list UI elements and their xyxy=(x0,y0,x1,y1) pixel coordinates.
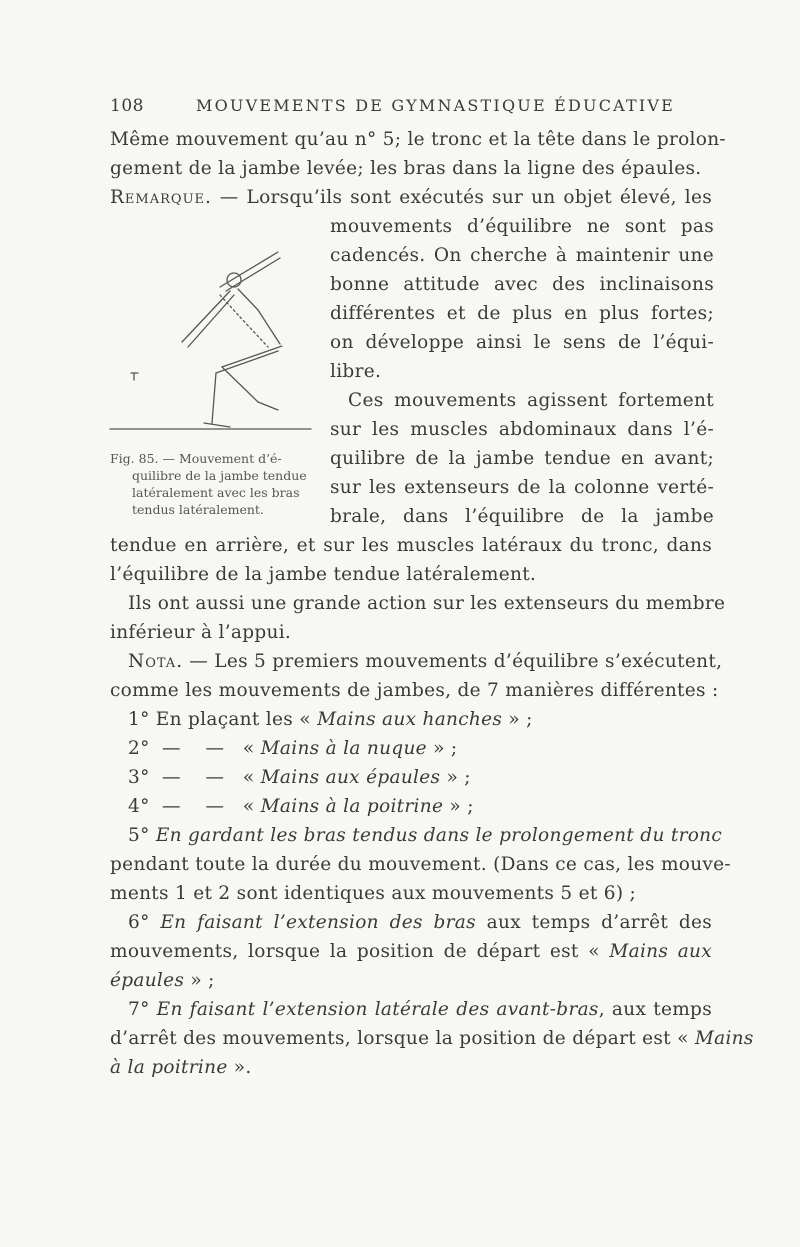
list-item-7 xyxy=(110,999,712,1020)
paragraph3-line1: Ils ont aussi une grande action sur les extenseurs du membre xyxy=(128,593,726,614)
torso-upper xyxy=(238,289,258,310)
paragraph2-line2: sur les muscles abdominaux dans l’é- xyxy=(330,419,714,440)
paragraph2-line4: sur les extenseurs de la colonne verté- xyxy=(330,477,714,498)
list-item-7-line3 xyxy=(110,1057,252,1078)
foot xyxy=(204,423,230,427)
list-item-4-italic: Mains à la poitrine xyxy=(260,796,444,817)
page-header xyxy=(110,96,710,122)
caption-line2: quilibre de la jambe tendue xyxy=(132,468,307,483)
list-item-5-italic: En gardant les bras tendus dans le prolongement du tronc xyxy=(155,825,723,846)
list-item-6-line3-italic: épaules xyxy=(110,970,185,991)
list-item-2-suffix: » ; xyxy=(426,738,458,759)
caption-line1: Fig. 85. — Mouvement d’é- xyxy=(110,451,282,466)
list-item-7-line3-italic: à la poitrine xyxy=(110,1057,228,1078)
list-item-2-italic: Mains à la nuque xyxy=(260,738,427,759)
torso-inner xyxy=(220,295,240,317)
list-item-6-line2 xyxy=(110,941,712,962)
caption-line3: latéralement avec les bras xyxy=(132,485,300,500)
leg-inner xyxy=(240,317,268,347)
list-item-5-line3: ments 1 et 2 sont identiques aux mouvements 5 et 6) ; xyxy=(110,883,637,904)
nota-line1 xyxy=(110,651,723,672)
nota-line2: comme les mouvements de jambes, de 7 manières différentes : xyxy=(110,680,719,701)
list-item-5 xyxy=(110,825,722,846)
list-item-6-prefix: 6° xyxy=(128,912,161,933)
page-number: 108 xyxy=(110,96,144,116)
list-item-3-italic: Mains aux épaules xyxy=(260,767,441,788)
list-item-2 xyxy=(110,738,457,759)
remarque-line1-text: — Lorsqu’ils sont exécutés sur un objet élevé, les xyxy=(211,187,712,208)
list-item-1-italic: Mains aux hanches xyxy=(317,709,503,730)
raised-arm xyxy=(220,252,278,287)
list-item-3 xyxy=(110,767,471,788)
balance-figure-drawing xyxy=(108,247,313,432)
list-item-6-line3 xyxy=(110,970,215,991)
list-item-6-line2-prefix: mouvements, lorsque la position de départ est « xyxy=(110,941,610,962)
remarque-label: Remarque. xyxy=(110,187,212,208)
remarque-line6: on développe ainsi le sens de l’équi- xyxy=(330,332,714,353)
remarque-line7: libre. xyxy=(330,361,382,382)
figure-caption xyxy=(110,450,320,518)
standing-leg-front xyxy=(222,367,258,402)
list-item-7-italic: En faisant l’extension latérale des avant-bras xyxy=(156,999,599,1020)
list-item-6-line2-italic: Mains aux xyxy=(609,941,712,962)
remarque-line2: mouvements d’équilibre ne sont pas xyxy=(330,216,714,237)
raised-leg xyxy=(222,346,282,367)
paragraph2-line6: tendue en arrière, et sur les muscles latéraux du tronc, dans xyxy=(110,535,712,556)
remarque-line4: bonne attitude avec des inclinaisons xyxy=(330,274,714,295)
paragraph2-line1: Ces mouvements agissent fortement xyxy=(348,390,714,411)
list-item-5-line2: pendant toute la durée du mouvement. (Dans ce cas, les mouve- xyxy=(110,854,731,875)
figure-85-illustration xyxy=(108,247,313,432)
list-item-1-prefix: 1° En plaçant les « xyxy=(128,709,318,730)
paragraph1-line1: Même mouvement qu’au n° 5; le tronc et la tête dans le prolon- xyxy=(110,129,726,150)
remarque-line1 xyxy=(110,187,712,208)
nota-label: Nota. xyxy=(128,651,184,672)
standing-leg-back xyxy=(212,373,216,423)
list-item-7-line2 xyxy=(110,1028,754,1049)
list-item-7-line2-italic: Mains xyxy=(694,1028,754,1049)
remarque-line5: différentes et de plus en plus fortes; xyxy=(330,303,714,324)
paragraph1-line2: gement de la jambe levée; les bras dans la ligne des épaules. xyxy=(110,158,702,179)
list-item-7-prefix: 7° xyxy=(128,999,157,1020)
foot-tip xyxy=(258,402,278,410)
list-item-3-suffix: » ; xyxy=(440,767,471,788)
list-item-6-line3-suffix: » ; xyxy=(184,970,215,991)
list-item-3-prefix: 3° — — « xyxy=(128,767,261,788)
list-item-7-line3-suffix: ». xyxy=(227,1057,252,1078)
raised-arm-outline xyxy=(226,258,280,291)
list-item-4-suffix: » ; xyxy=(443,796,474,817)
list-item-7-rest: , aux temps xyxy=(598,999,712,1020)
list-item-4 xyxy=(110,796,474,817)
list-item-6 xyxy=(110,912,712,933)
list-item-1-suffix: » ; xyxy=(502,709,533,730)
list-item-4-prefix: 4° — — « xyxy=(128,796,261,817)
running-head: MOUVEMENTS DE GYMNASTIQUE ÉDUCATIVE xyxy=(196,96,676,115)
list-item-6-italic: En faisant l’extension des bras xyxy=(160,912,476,933)
list-item-1 xyxy=(110,709,533,730)
paragraph2-line3: quilibre de la jambe tendue en avant; xyxy=(330,448,714,469)
paragraph3-line2: inférieur à l’appui. xyxy=(110,622,292,643)
nota-line1-text: — Les 5 premiers mouvements d’équilibre s’exécutent, xyxy=(183,651,723,672)
list-item-5-prefix: 5° xyxy=(128,825,156,846)
paragraph2-line7: l’équilibre de la jambe tendue latéralement. xyxy=(110,564,537,585)
list-item-7-line2-prefix: d’arrêt des mouvements, lorsque la position de départ est « xyxy=(110,1028,695,1049)
list-item-2-prefix: 2° — — « xyxy=(128,738,261,759)
list-item-6-rest: aux temps d’arrêt des xyxy=(475,912,712,933)
caption-line4: tendus latéralement. xyxy=(132,502,264,517)
paragraph2-line5: brale, dans l’équilibre de la jambe xyxy=(330,506,714,527)
remarque-line3: cadencés. On cherche à maintenir une xyxy=(330,245,714,266)
